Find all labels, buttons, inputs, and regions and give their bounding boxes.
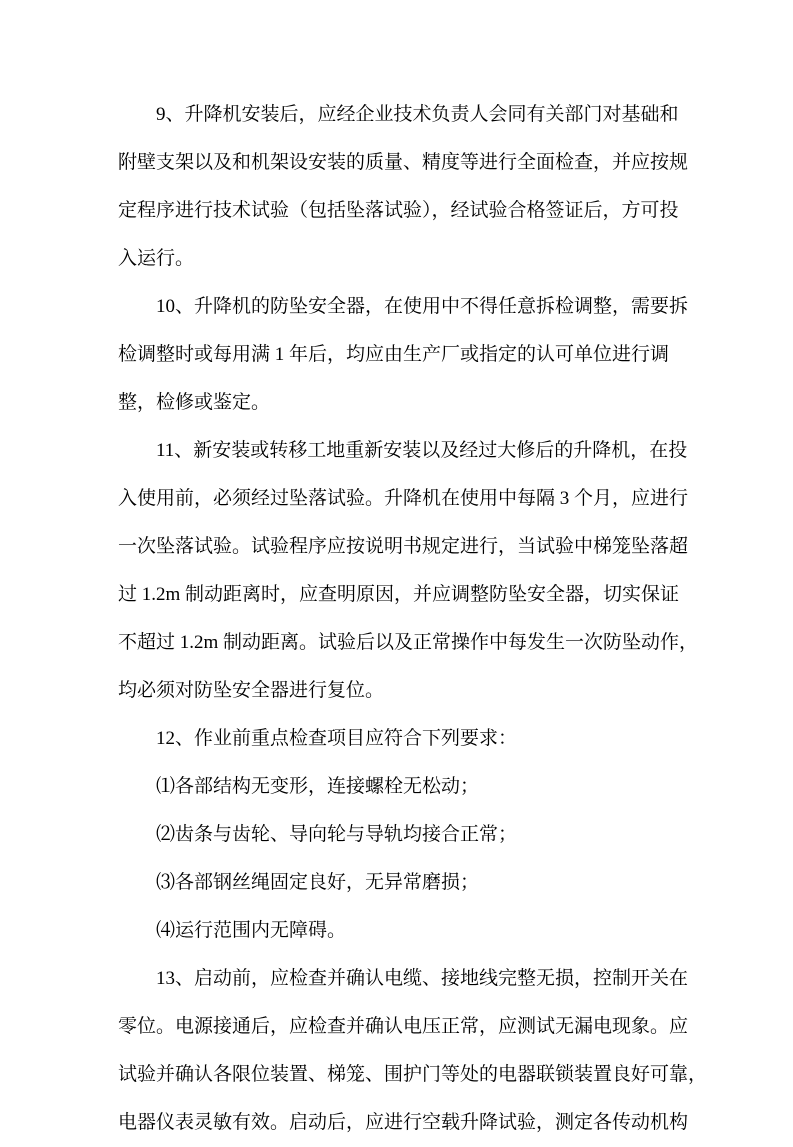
text-line: 附壁支架以及和机架设安装的质量、精度等进行全面检查，并应按规	[118, 152, 689, 173]
text-line: 检调整时或每用满 1 年后，均应由生产厂或指定的认可单位进行调	[118, 344, 670, 365]
text-line: ⑴各部结构无变形，连接螺栓无松动；	[156, 776, 480, 797]
text-line: 入运行。	[118, 248, 195, 269]
text-line: ⑵齿条与齿轮、导向轮与导轨均接合正常；	[156, 824, 518, 845]
text-line: 电器仪表灵敏有效。启动后，应进行空载升降试验，测定各传动机构	[118, 1112, 689, 1133]
text-line: 定程序进行技术试验（包括坠落试验），经试验合格签证后，方可投	[118, 200, 679, 221]
text-line: 入使用前，必须经过坠落试验。升降机在使用中每隔 3 个月，应进行	[118, 488, 689, 509]
text-line: ⑷运行范围内无障碍。	[156, 920, 347, 941]
text-line: 13、启动前，应检查并确认电缆、接地线完整无损，控制开关在	[156, 968, 689, 989]
document-body	[118, 91, 718, 1147]
text-line: 均必须对防坠安全器进行复位。	[118, 680, 385, 701]
text-line: 试验并确认各限位装置、梯笼、围护门等处的电器联锁装置良好可靠，	[118, 1064, 708, 1085]
text-line: 12、作业前重点检查项目应符合下列要求：	[156, 728, 518, 749]
text-line: ⑶各部钢丝绳固定良好，无异常磨损；	[156, 872, 480, 893]
text-line: 整，检修或鉴定。	[118, 392, 271, 413]
text-line: 零位。电源接通后，应检查并确认电压正常，应测试无漏电现象。应	[118, 1016, 689, 1037]
text-line: 不超过 1.2m 制动距离。试验后以及正常操作中每发生一次防坠动作，	[118, 632, 699, 653]
text-line: 11、新安装或转移工地重新安装以及经过大修后的升降机，在投	[156, 440, 688, 461]
text-line: 过 1.2m 制动距离时，应查明原因，并应调整防坠安全器，切实保证	[118, 584, 680, 605]
text-line: 9、升降机安装后，应经企业技术负责人会同有关部门对基础和	[156, 104, 679, 125]
text-line: 10、升降机的防坠安全器，在使用中不得任意拆检调整，需要拆	[156, 296, 689, 317]
text-line: 一次坠落试验。试验程序应按说明书规定进行，当试验中梯笼坠落超	[118, 536, 689, 557]
